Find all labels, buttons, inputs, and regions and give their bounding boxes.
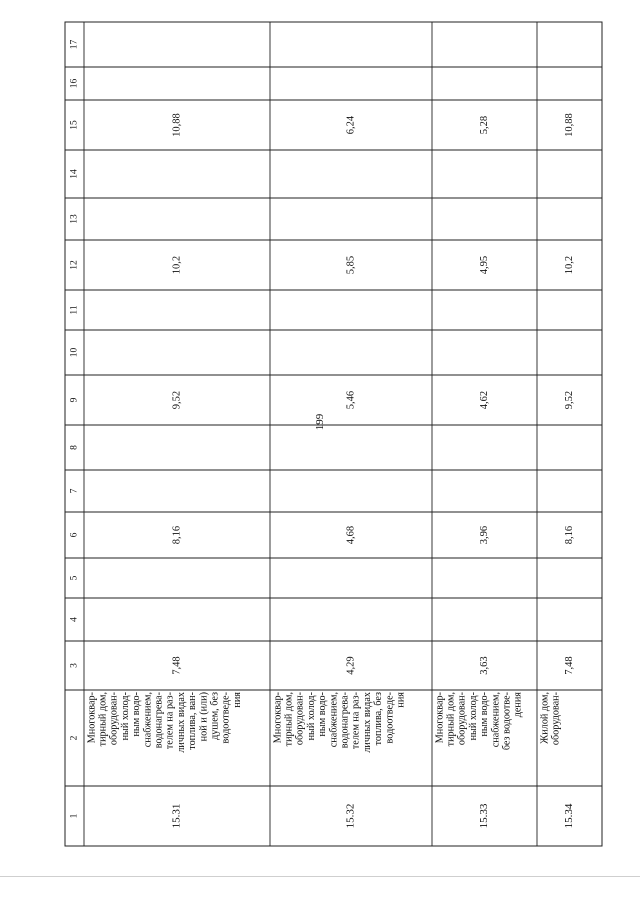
value-col-6: 8,16 [171, 525, 183, 545]
description-line: водонагрева- [153, 692, 165, 749]
row-description [434, 691, 523, 750]
description-line: топлива, без [373, 692, 385, 746]
description-line: тирный дом, [97, 692, 109, 747]
description-line: Жилой дом, [539, 692, 551, 744]
row-id-15-33: 15.33 [478, 803, 491, 829]
column-number-15: 15 [69, 120, 80, 130]
description-line: тирный дом, [445, 692, 457, 747]
column-number-9: 9 [69, 397, 80, 403]
description-line: снабжением, [490, 692, 502, 748]
description-line: водоотведе- [220, 692, 232, 744]
value-col-15: 10,88 [563, 113, 575, 137]
description-line: оборудован- [294, 692, 306, 746]
value-col-3: 7,48 [171, 656, 183, 675]
column-number-8: 8 [69, 445, 80, 450]
value-col-6: 4,68 [345, 525, 357, 545]
description-line: Многоквар- [86, 692, 98, 744]
description-line: ным водо- [317, 692, 329, 737]
description-line: личных видах [175, 692, 187, 753]
value-col-9: 9,52 [563, 390, 575, 410]
value-col-3: 7,48 [563, 656, 575, 675]
description-line: водонагрева- [339, 692, 351, 749]
value-col-9: 4,62 [478, 390, 490, 410]
description-line: оборудован- [550, 692, 562, 746]
value-col-3: 4,29 [345, 656, 357, 675]
description-line: водоотведе- [384, 692, 396, 744]
page-number: 199 [314, 413, 326, 431]
description-line: личных видах [361, 692, 373, 753]
description-line: ной и (или) [198, 692, 210, 742]
row-id-15-34: 15.34 [563, 803, 576, 829]
description-line: ния [395, 692, 407, 708]
description-line: душем, без [209, 692, 221, 740]
description-line: Многоквар- [434, 692, 446, 744]
column-number-4: 4 [69, 617, 80, 622]
scan-border-line [0, 876, 640, 877]
column-number-17: 17 [69, 39, 80, 50]
value-col-12: 10,2 [171, 255, 183, 275]
description-line: тирный дом, [283, 692, 295, 747]
column-number-11: 11 [69, 305, 80, 315]
value-col-3: 3,63 [478, 656, 490, 675]
column-number-7: 7 [69, 488, 80, 494]
column-number-14: 14 [69, 169, 80, 179]
description-line: без водоотве- [501, 692, 513, 751]
value-col-15: 5,28 [478, 115, 490, 135]
column-number-10: 10 [69, 347, 80, 358]
description-line: ным водо- [479, 692, 491, 737]
value-col-6: 8,16 [563, 525, 575, 545]
description-line: телем на раз- [350, 692, 362, 750]
description-line: ния [231, 692, 243, 708]
value-col-9: 5,46 [345, 390, 357, 410]
column-number-5: 5 [69, 575, 80, 581]
description-line: ный холод- [119, 692, 131, 741]
row-id-15-31: 15.31 [170, 803, 183, 829]
value-col-15: 10,88 [171, 113, 183, 137]
column-number-2: 2 [69, 735, 80, 741]
column-number-13: 13 [69, 214, 80, 224]
description-line: ным водо- [131, 692, 143, 737]
description-line: оборудован- [456, 692, 468, 746]
value-col-15: 6,24 [345, 115, 357, 135]
description-line: топлива, ван- [187, 692, 199, 750]
description-line: снабжением, [142, 692, 154, 748]
row-description [272, 691, 406, 752]
value-col-12: 4,95 [478, 255, 490, 275]
description-line: оборудован- [108, 692, 120, 746]
value-col-9: 9,52 [171, 390, 183, 410]
value-col-6: 3,96 [478, 525, 490, 545]
description-line: ный холод- [467, 692, 479, 741]
column-number-6: 6 [69, 532, 80, 538]
description-line: дения [512, 692, 524, 718]
row-description [86, 691, 243, 752]
column-number-12: 12 [69, 260, 80, 270]
column-number-16: 16 [69, 78, 80, 89]
row-description [539, 691, 561, 745]
description-line: снабжением, [328, 692, 340, 748]
description-line: телем на раз- [164, 692, 176, 750]
row-id-15-32: 15.32 [344, 803, 357, 829]
column-number-1: 1 [69, 813, 80, 819]
value-col-12: 5,85 [345, 255, 357, 275]
column-number-3: 3 [69, 663, 80, 668]
description-line: ный холод- [305, 692, 317, 741]
description-line: Многоквар- [272, 692, 284, 744]
value-col-12: 10,2 [563, 255, 575, 275]
